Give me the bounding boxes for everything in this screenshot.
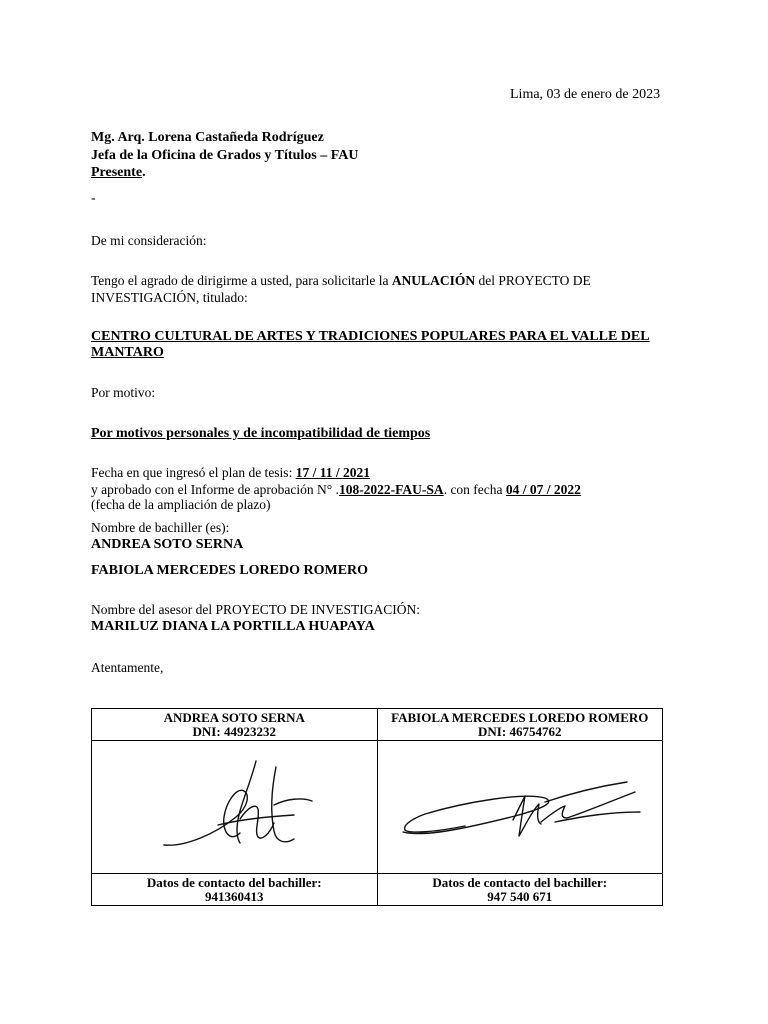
body-line-1-post: del PROYECTO DE (475, 273, 591, 288)
anulacion-word: ANULACIÓN (391, 273, 476, 288)
bachiller-2-contact (377, 874, 663, 906)
motive-label: Por motivo: (91, 385, 156, 400)
ingreso-value: 17 / 11 / 2021 (295, 465, 370, 480)
bachiller-label: Nombre de bachiller (es): (91, 520, 230, 535)
signature-table (91, 708, 663, 906)
signature-1-image (144, 747, 324, 867)
bachiller-1-header (92, 709, 378, 741)
bachiller-1-dni: DNI: 44923232 (192, 723, 276, 739)
asesor-label: Nombre del asesor del PROYECTO DE INVESTIGACIÓN: (91, 602, 420, 617)
body-line-1 (91, 273, 591, 289)
aprobacion-line (91, 482, 581, 498)
bachiller-2-contact-label: Datos de contacto del bachiller: (432, 874, 608, 890)
aprobacion-date: 04 / 07 / 2022 (505, 482, 581, 497)
bachiller-1-contact-label: Datos de contacto del bachiller: (146, 874, 322, 890)
bachiller-1-contact (92, 874, 378, 906)
bachiller-2-name: FABIOLA MERCEDES LOREDO ROMERO (391, 709, 649, 725)
signature-table-header-row (92, 709, 663, 741)
asesor-name: MARILUZ DIANA LA PORTILLA HUAPAYA (91, 619, 375, 634)
bachiller-name-2: FABIOLA MERCEDES LOREDO ROMERO (91, 563, 369, 578)
body-line-1-pre: Tengo el agrado de dirigirme a usted, para solicitarle la (91, 273, 392, 288)
recipient-position: Jefa de la Oficina de Grados y Títulos – FAU (91, 148, 359, 163)
signature-cell-2 (377, 741, 663, 874)
bachiller-2-dni: DNI: 46754762 (478, 723, 562, 739)
ingreso-line (91, 465, 370, 481)
aprobacion-pre: y aprobado con el Informe de aprobación N° . (91, 482, 339, 497)
presente-line (91, 165, 146, 181)
recipient-name: Mg. Arq. Lorena Castañeda Rodríguez (91, 130, 324, 145)
bachiller-1-phone: 941360413 (205, 888, 264, 904)
signature-table-footer-row (92, 874, 663, 906)
signature-2-image (395, 762, 645, 852)
signature-row (92, 741, 663, 874)
closing: Atentamente, (91, 660, 164, 675)
body-line-2: INVESTIGACIÓN, titulado: (91, 290, 248, 305)
ampliacion-line: (fecha de la ampliación de plazo) (91, 497, 271, 512)
project-title-line-2: MANTARO (91, 345, 164, 360)
ingreso-label: Fecha en que ingresó el plan de tesis: (91, 465, 296, 480)
presente-dot: . (142, 165, 146, 180)
presente-word: Presente (91, 165, 143, 180)
bachiller-2-phone: 947 540 671 (487, 888, 553, 904)
aprobacion-mid: . con fecha (443, 482, 506, 497)
date-line: Lima, 03 de enero de 2023 (510, 87, 661, 102)
signature-cell-1 (92, 741, 378, 874)
greeting: De mi consideración: (91, 233, 207, 248)
aprobacion-number: 108-2022-FAU-SA (338, 482, 444, 497)
bachiller-name-1: ANDREA SOTO SERNA (91, 537, 244, 552)
project-title-line-1: CENTRO CULTURAL DE ARTES Y TRADICIONES POPULARES PARA EL VALLE DEL (91, 329, 650, 344)
dash: - (91, 191, 96, 206)
motive-text: Por motivos personales y de incompatibilidad de tiempos (91, 426, 431, 441)
bachiller-2-header (377, 709, 663, 741)
bachiller-1-name: ANDREA SOTO SERNA (163, 709, 305, 725)
